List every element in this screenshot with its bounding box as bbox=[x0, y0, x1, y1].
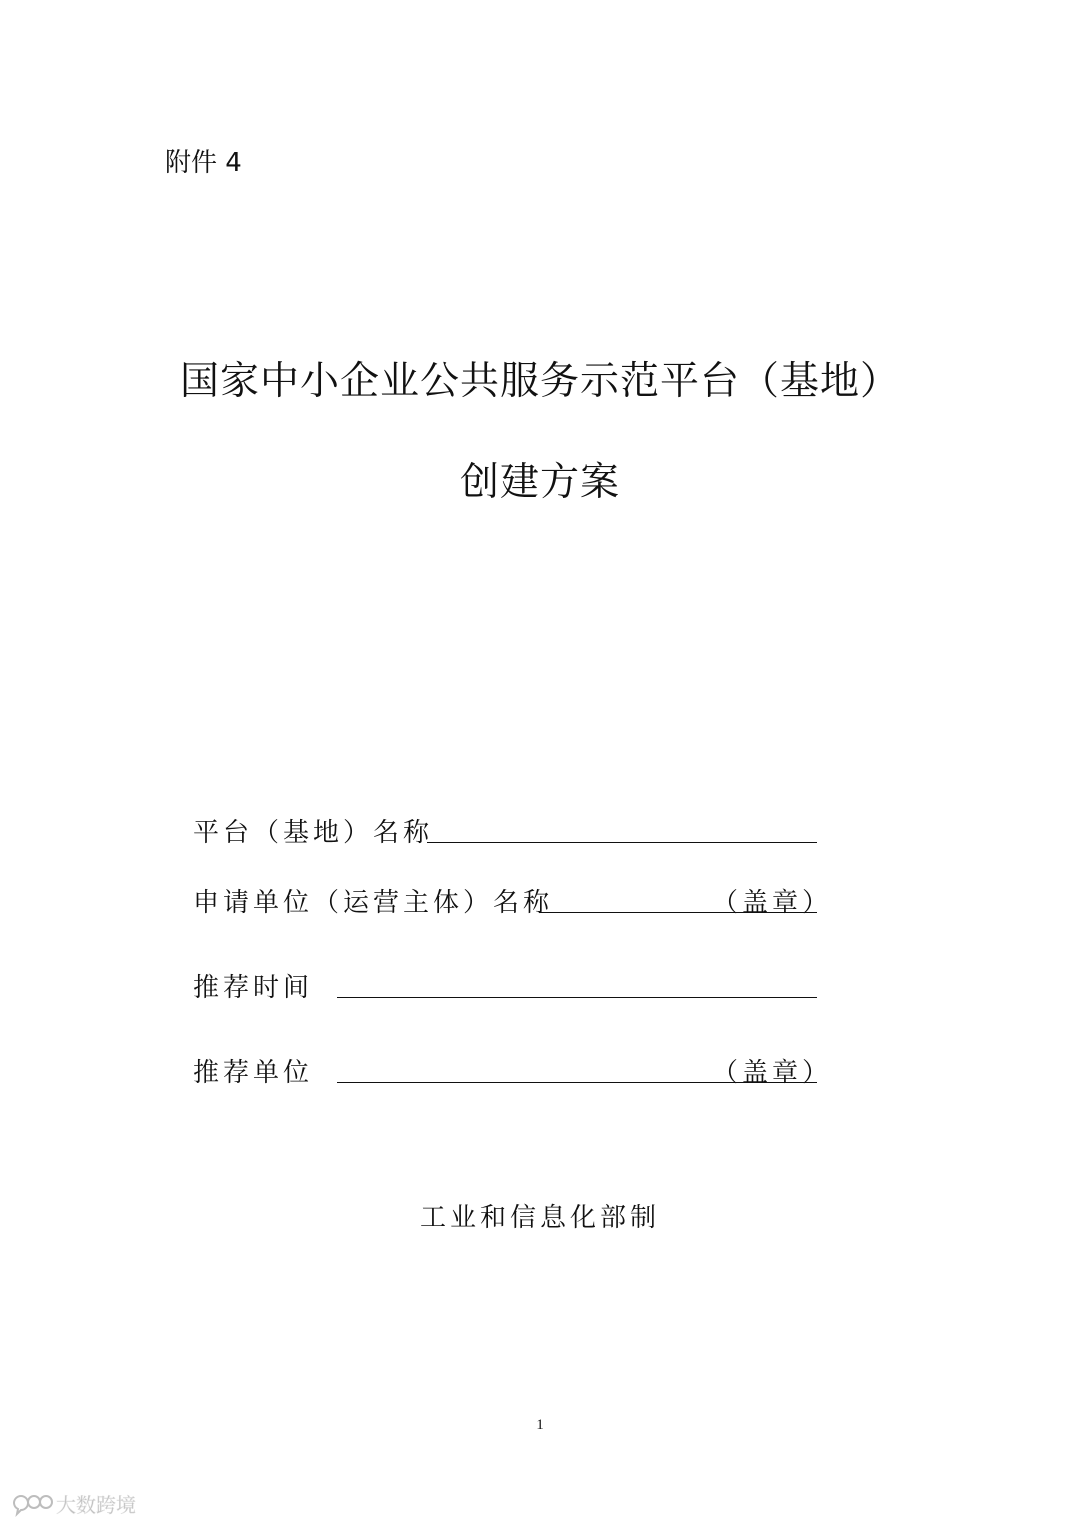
seal-note-recommend-unit: （盖章） bbox=[712, 1058, 833, 1088]
field-label-platform-name: 平台（基地）名称 bbox=[193, 818, 434, 848]
seal-note-applicant: （盖章） bbox=[712, 888, 833, 918]
document-title: 国家中小企业公共服务示范平台（基地） bbox=[179, 359, 900, 404]
chat-bubble-logo-icon bbox=[10, 1490, 140, 1520]
watermark-text: 大数跨境 bbox=[56, 1493, 136, 1517]
recommend-time-line bbox=[337, 997, 817, 998]
field-label-applicant-name: 申请单位（运营主体）名称 bbox=[193, 888, 554, 918]
issuer-text: 工业和信息化部制 bbox=[419, 1203, 660, 1233]
field-label-recommend-time: 推荐时间 bbox=[193, 973, 314, 1003]
platform-name-line bbox=[427, 842, 817, 843]
watermark bbox=[10, 1490, 140, 1520]
page-number: 1 bbox=[536, 1417, 544, 1433]
document-subtitle: 创建方案 bbox=[459, 460, 620, 505]
attachment-label: 附件 4 bbox=[165, 148, 242, 178]
field-label-recommend-unit: 推荐单位 bbox=[193, 1058, 314, 1088]
